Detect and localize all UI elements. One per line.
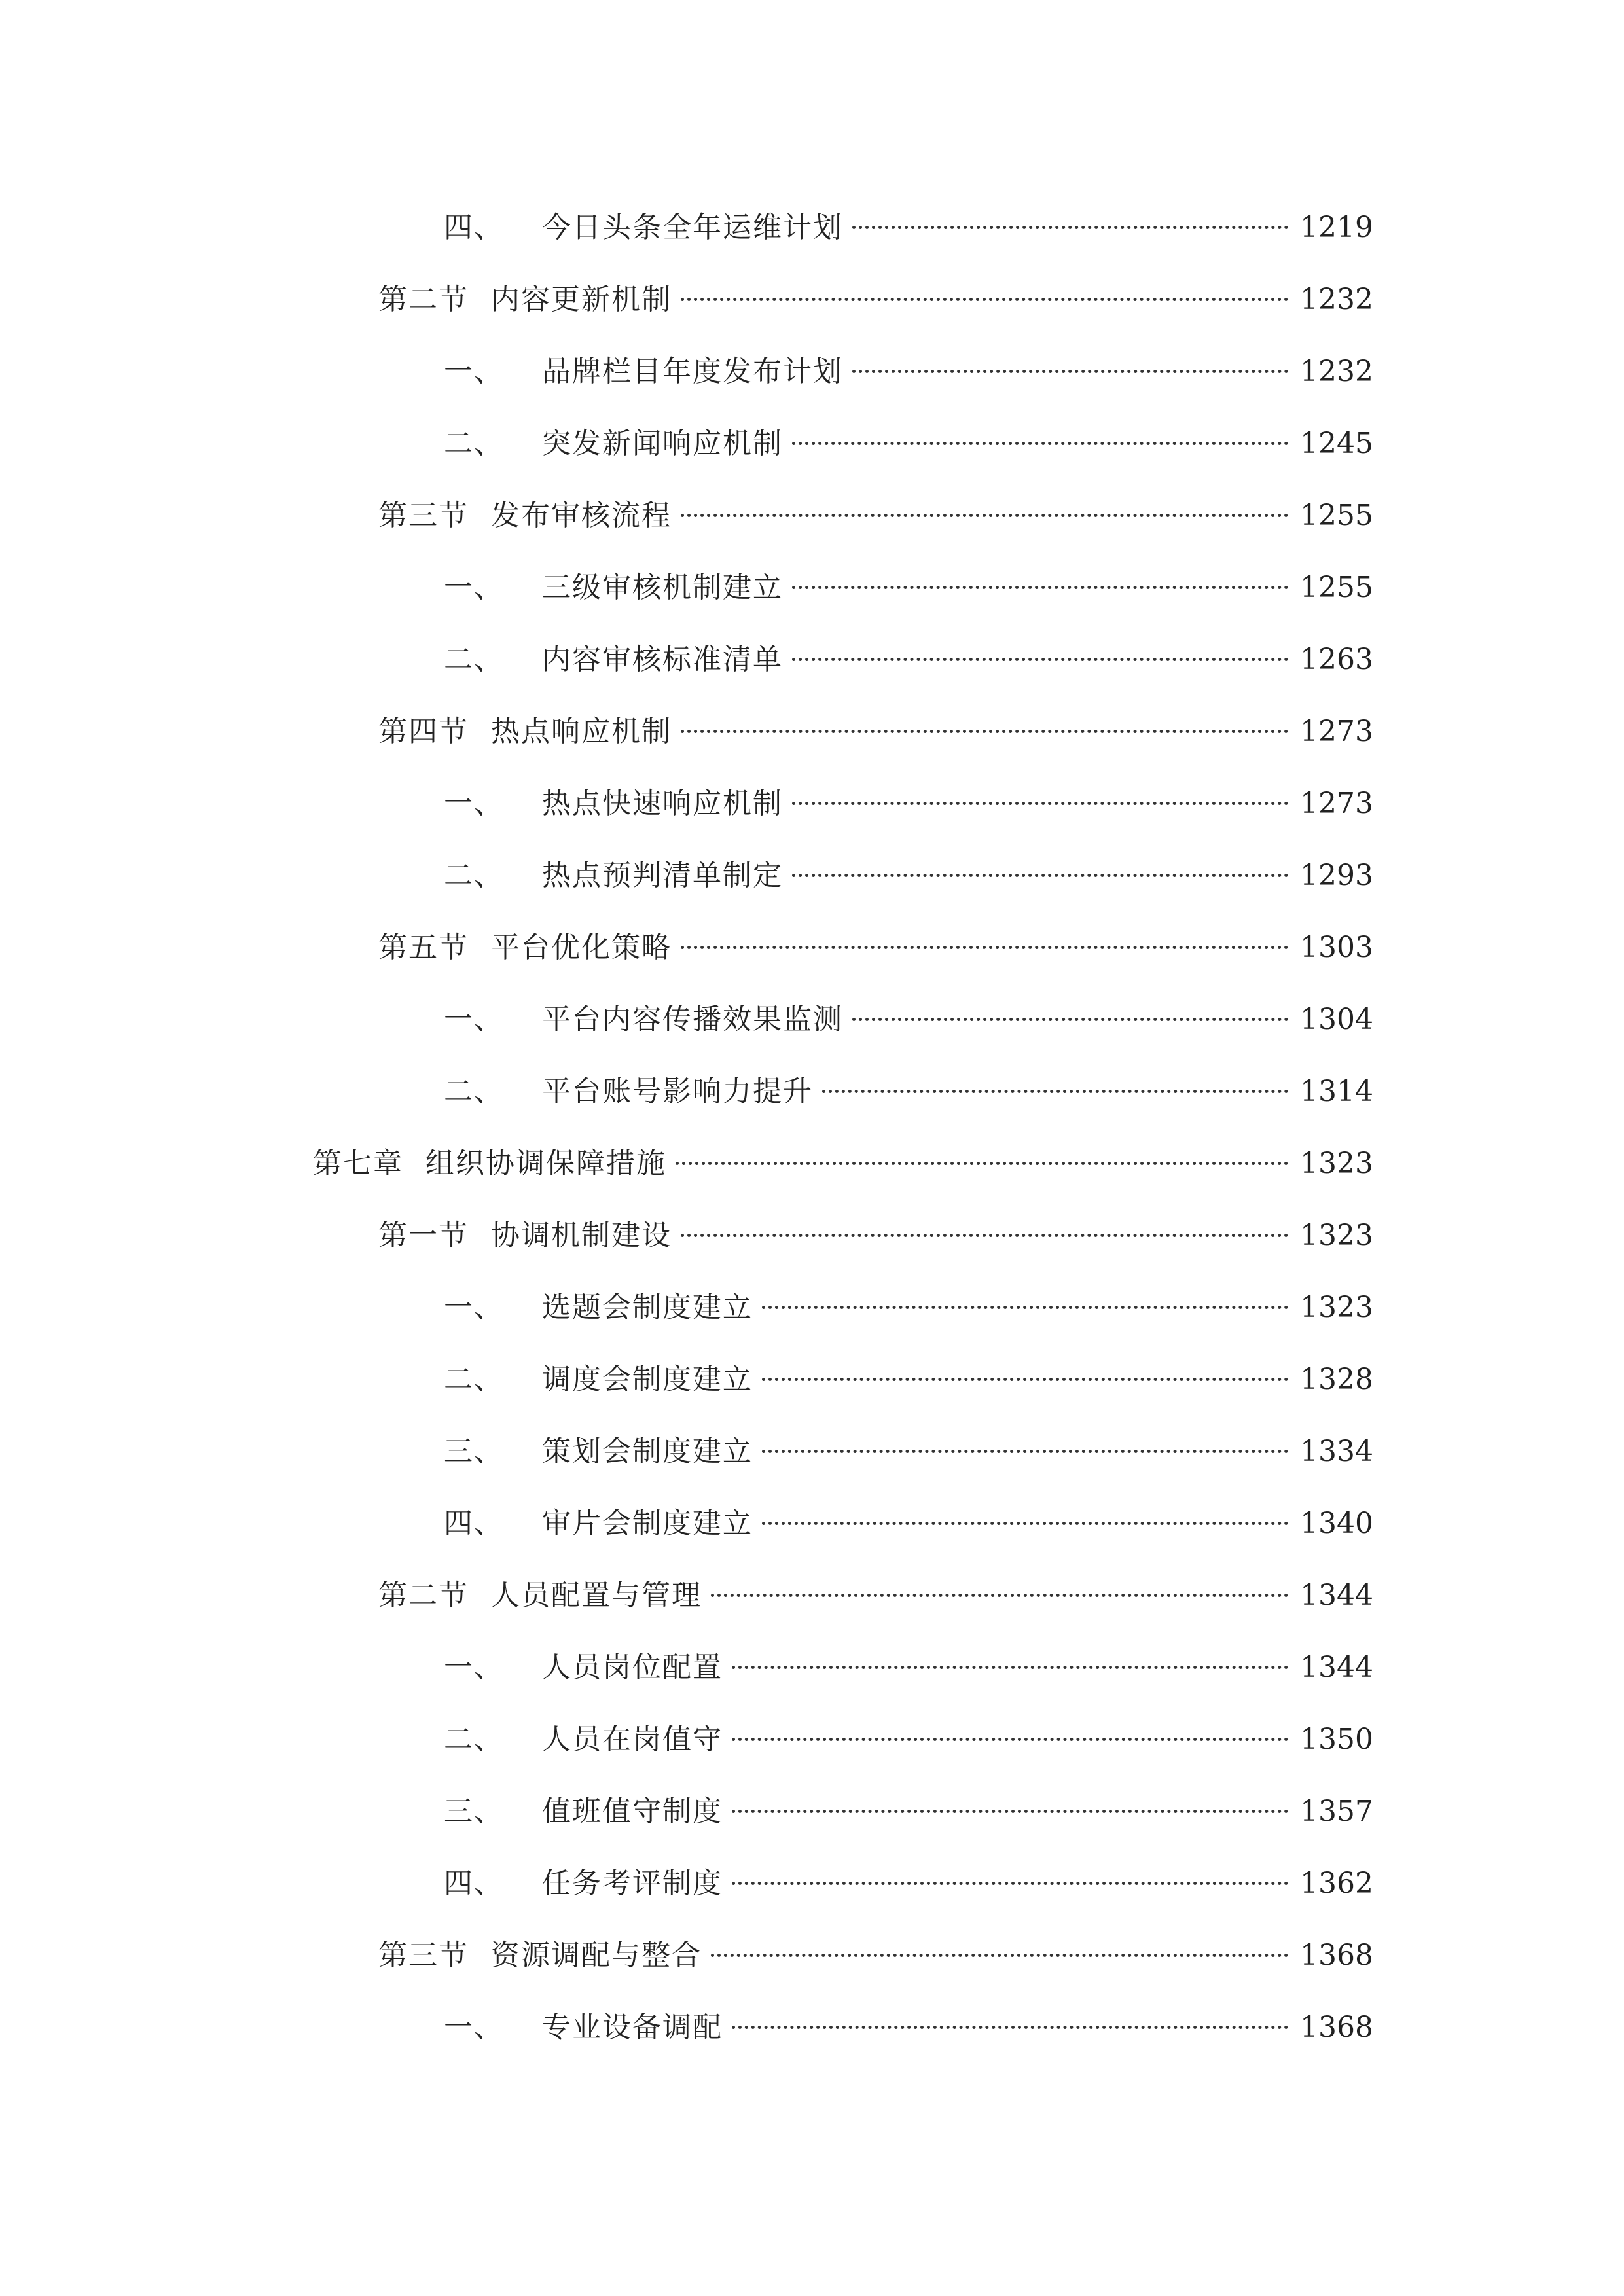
toc-entry-title: 三级审核机制建立 [542, 571, 783, 604]
toc-entry-label: 一、 [444, 2011, 504, 2044]
toc-entry-title: 专业设备调配 [542, 2011, 723, 2044]
toc-dot-leader [732, 1738, 1288, 1741]
toc-entry-label: 第三节 [378, 1939, 469, 1972]
toc-entry-title: 热点快速响应机制 [542, 787, 783, 820]
toc-entry[interactable] [444, 1426, 1373, 1478]
toc-entry[interactable] [444, 202, 1373, 254]
toc-entry-label: 四、 [444, 1867, 504, 1900]
toc-entry-title: 人员配置与管理 [491, 1579, 702, 1612]
toc-entry-page: 1255 [1300, 571, 1373, 604]
toc-entry-page: 1303 [1300, 931, 1373, 964]
toc-entry[interactable] [444, 1713, 1373, 1766]
toc-entry-label: 一、 [444, 1651, 504, 1684]
toc-entry-title: 内容审核标准清单 [542, 643, 783, 676]
toc-entry[interactable] [444, 346, 1373, 398]
toc-entry-page: 1368 [1300, 2011, 1373, 2044]
toc-entry-label: 第四节 [378, 715, 469, 748]
toc-entry-page: 1245 [1300, 427, 1373, 460]
toc-entry[interactable] [444, 778, 1373, 830]
toc-entry-page: 1219 [1300, 211, 1373, 244]
toc-entry-label: 三、 [444, 1435, 504, 1468]
toc-entry-page: 1368 [1300, 1939, 1373, 1972]
toc-entry-label: 第二节 [378, 1579, 469, 1612]
toc-dot-leader [711, 1954, 1288, 1957]
toc-entry-page: 1273 [1300, 715, 1373, 748]
toc-entry-title: 品牌栏目年度发布计划 [542, 355, 843, 388]
toc-entry[interactable] [444, 1641, 1373, 1694]
toc-entry-title: 今日头条全年运维计划 [542, 211, 843, 244]
toc-entry-label: 四、 [444, 211, 504, 244]
toc-dot-leader [762, 1450, 1288, 1453]
toc-entry-page: 1362 [1300, 1867, 1373, 1900]
toc-entry-title: 突发新闻响应机制 [542, 427, 783, 460]
toc-entry-title: 协调机制建设 [491, 1219, 672, 1252]
toc-entry-label: 二、 [444, 859, 504, 892]
toc-entry-label: 一、 [444, 1003, 504, 1036]
toc-entry-page: 1232 [1300, 355, 1373, 388]
toc-dot-leader [792, 874, 1288, 877]
toc-dot-leader [732, 1666, 1288, 1669]
toc-entry-page: 1340 [1300, 1507, 1373, 1540]
toc-entry-page: 1334 [1300, 1435, 1373, 1468]
toc-entry-page: 1328 [1300, 1363, 1373, 1396]
toc-entry-page: 1323 [1300, 1219, 1373, 1252]
toc-dot-leader [762, 1306, 1288, 1309]
toc-dot-leader [681, 1234, 1288, 1237]
toc-entry-title: 平台账号影响力提升 [542, 1075, 813, 1108]
toc-entry-page: 1323 [1300, 1291, 1373, 1324]
toc-entry-label: 四、 [444, 1507, 504, 1540]
toc-entry[interactable] [378, 1210, 1373, 1262]
toc-entry-title: 资源调配与整合 [491, 1939, 702, 1972]
toc-entry-page: 1273 [1300, 787, 1373, 820]
toc-dot-leader [762, 1378, 1288, 1381]
toc-entry-label: 二、 [444, 1723, 504, 1756]
toc-entry[interactable] [378, 706, 1373, 758]
toc-entry-page: 1344 [1300, 1651, 1373, 1684]
toc-dot-leader [822, 1090, 1288, 1093]
toc-dot-leader [681, 514, 1288, 517]
toc-entry-title: 发布审核流程 [491, 499, 672, 532]
toc-entry-label: 二、 [444, 643, 504, 676]
toc-dot-leader [732, 1882, 1288, 1885]
toc-entry[interactable] [378, 490, 1373, 542]
toc-entry-title: 值班值守制度 [542, 1795, 723, 1828]
toc-entry-page: 1344 [1300, 1579, 1373, 1612]
toc-entry-title: 热点预判清单制定 [542, 859, 783, 892]
toc-dot-leader [852, 226, 1288, 229]
toc-dot-leader [792, 658, 1288, 661]
toc-entry[interactable] [444, 1785, 1373, 1838]
toc-entry-label: 二、 [444, 1363, 504, 1396]
toc-entry-title: 热点响应机制 [491, 715, 672, 748]
toc-entry-title: 内容更新机制 [491, 283, 672, 316]
toc-entry-label: 第三节 [378, 499, 469, 532]
toc-entry-page: 1304 [1300, 1003, 1373, 1036]
toc-entry-title: 审片会制度建立 [542, 1507, 753, 1540]
toc-entry-page: 1255 [1300, 499, 1373, 532]
toc-dot-leader [762, 1522, 1288, 1525]
toc-entry-title: 人员在岗值守 [542, 1723, 723, 1756]
toc-entry-label: 第一节 [378, 1219, 469, 1252]
toc-entry-page: 1314 [1300, 1075, 1373, 1108]
toc-entry-title: 调度会制度建立 [542, 1363, 753, 1396]
toc-entry-page: 1263 [1300, 643, 1373, 676]
toc-entry-title: 人员岗位配置 [542, 1651, 723, 1684]
toc-dot-leader [681, 298, 1288, 301]
toc-dot-leader [681, 730, 1288, 733]
toc-dot-leader [681, 946, 1288, 949]
toc-dot-leader [792, 442, 1288, 445]
toc-entry-label: 二、 [444, 1075, 504, 1108]
toc-dot-leader [792, 586, 1288, 589]
toc-entry[interactable] [444, 850, 1373, 902]
toc-entry-label: 一、 [444, 355, 504, 388]
toc-entry-title: 组织协调保障措施 [425, 1147, 666, 1180]
toc-entry[interactable] [378, 1929, 1373, 1982]
toc-entry[interactable] [378, 274, 1373, 326]
toc-entry[interactable] [444, 1066, 1373, 1118]
toc-dot-leader [852, 370, 1288, 373]
toc-entry[interactable] [444, 2001, 1373, 2054]
toc-dot-leader [676, 1162, 1288, 1165]
toc-entry[interactable] [444, 1857, 1373, 1910]
toc-dot-leader [792, 802, 1288, 805]
toc-entry-label: 一、 [444, 787, 504, 820]
toc-entry-label: 二、 [444, 427, 504, 460]
toc-entry-page: 1323 [1300, 1147, 1373, 1180]
toc-entry-label: 第七章 [313, 1147, 403, 1180]
toc-entry-page: 1357 [1300, 1795, 1373, 1828]
toc-entry-title: 平台内容传播效果监测 [542, 1003, 843, 1036]
toc-entry[interactable] [378, 922, 1373, 974]
toc-entry[interactable] [444, 1282, 1373, 1334]
toc-entry-label: 三、 [444, 1795, 504, 1828]
toc-entry[interactable] [313, 1138, 1373, 1190]
toc-entry[interactable] [444, 1354, 1373, 1406]
toc-entry[interactable] [444, 634, 1373, 686]
toc-entry-page: 1293 [1300, 859, 1373, 892]
toc-entry[interactable] [444, 994, 1373, 1046]
toc-dot-leader [711, 1594, 1288, 1597]
toc-entry-title: 平台优化策略 [491, 931, 672, 964]
toc-dot-leader [732, 2026, 1288, 2029]
toc-entry-title: 策划会制度建立 [542, 1435, 753, 1468]
toc-entry[interactable] [444, 562, 1373, 614]
toc-entry-title: 选题会制度建立 [542, 1291, 753, 1324]
toc-entry[interactable] [444, 418, 1373, 470]
toc-entry-label: 一、 [444, 571, 504, 604]
toc-dot-leader [852, 1018, 1288, 1021]
toc-entry[interactable] [378, 1570, 1373, 1622]
toc-entry-label: 第二节 [378, 283, 469, 316]
toc-entry-label: 一、 [444, 1291, 504, 1324]
toc-entry-page: 1232 [1300, 283, 1373, 316]
toc-entry-page: 1350 [1300, 1723, 1373, 1756]
toc-entry[interactable] [444, 1498, 1373, 1550]
toc-entry-title: 任务考评制度 [542, 1867, 723, 1900]
toc-entry-label: 第五节 [378, 931, 469, 964]
toc-dot-leader [732, 1810, 1288, 1813]
